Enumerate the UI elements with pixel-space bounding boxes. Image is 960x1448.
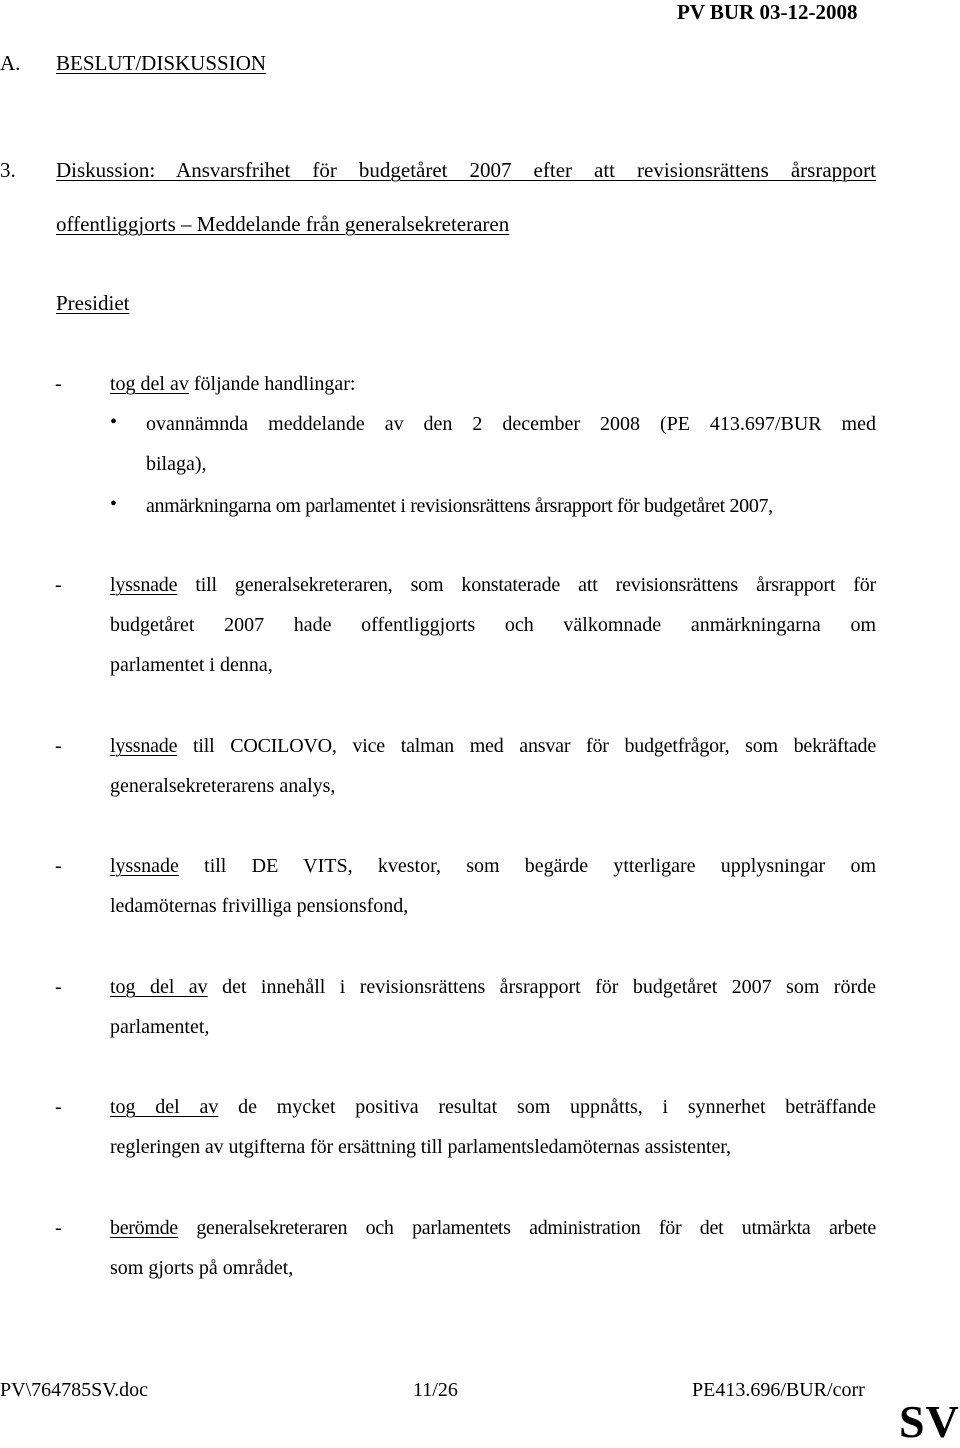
entry-line — [110, 371, 356, 397]
entry-text: till generalsekreteraren, som konstaterade att revisionsrättens årsrapport för — [177, 574, 876, 596]
footer-page-number: 11/26 — [413, 1379, 458, 1401]
dash-marker: - — [55, 373, 62, 395]
entry-text: det innehåll i revisionsrättens årsrapport för budgetåret 2007 som rörde — [207, 976, 877, 998]
entry-line: parlamentet, — [110, 1016, 210, 1038]
entry-text: till COCILOVO, vice talman med ansvar för budgetfrågor, som bekräftade — [177, 735, 876, 757]
item-title-line-1: Diskussion: Ansvarsfrihet för budgetåret 2007 efter att revisionsrättens årsrapport — [56, 158, 876, 182]
entry-verb: tog del av — [110, 976, 208, 998]
entry-line: generalsekreterarens analys, — [110, 775, 336, 797]
section-letter: A. — [0, 51, 21, 75]
entry-verb: tog del av — [110, 1096, 219, 1118]
footer-language-code: SV — [899, 1396, 960, 1447]
item-title-line-2: offentliggjorts – Meddelande från generalsekreteraren — [56, 212, 510, 236]
footer-document-reference: PE413.696/BUR/corr — [692, 1379, 865, 1401]
entry-line — [110, 733, 876, 759]
entry-line — [110, 853, 876, 879]
bullet-marker: • — [110, 411, 118, 433]
entry-verb: lyssnade — [110, 735, 178, 757]
item-number: 3. — [0, 158, 16, 182]
entry-verb: lyssnade — [110, 574, 178, 596]
dash-marker: - — [55, 574, 62, 596]
entry-text: de mycket positiva resultat som uppnåtts, i synnerhet beträffande — [218, 1096, 876, 1118]
document-reference-header: PV BUR 03-12-2008 — [677, 0, 858, 24]
bullet-marker: • — [110, 493, 118, 515]
entry-line — [110, 1094, 876, 1120]
entry-line: parlamentet i denna, — [110, 654, 273, 676]
entry-line — [110, 572, 876, 598]
section-title: BESLUT/DISKUSSION — [56, 51, 267, 75]
dash-marker: - — [55, 976, 62, 998]
dash-marker: - — [55, 1096, 62, 1118]
dash-marker: - — [55, 1217, 62, 1239]
document-item-2-line-1: anmärkningarna om parlamentet i revisionsrättens årsrapport för budgetåret 2007, — [146, 495, 773, 517]
actor-presidiet: Presidiet — [56, 291, 130, 315]
entry-line: regleringen av utgifterna för ersättning till parlamentsledamöternas assistenter, — [110, 1136, 731, 1158]
entry-line — [110, 1215, 876, 1241]
document-item-1-line-1: ovannämnda meddelande av den 2 december 2008 (PE 413.697/BUR med — [146, 413, 876, 435]
entry-text: följande handlingar: — [188, 373, 356, 395]
document-item-1-line-2: bilaga), — [146, 453, 207, 475]
footer-filename: PV\764785SV.doc — [0, 1379, 148, 1401]
entry-verb: tog del av — [110, 373, 189, 395]
entry-text: generalsekreteraren och parlamentets administration för det utmärkta arbete — [177, 1217, 876, 1239]
entry-verb: berömde — [110, 1217, 178, 1239]
dash-marker: - — [55, 855, 62, 877]
entry-line: som gjorts på området, — [110, 1257, 294, 1279]
entry-verb: lyssnade — [110, 855, 179, 877]
entry-line — [110, 974, 876, 1000]
dash-marker: - — [55, 735, 62, 757]
entry-line: ledamöternas frivilliga pensionsfond, — [110, 895, 409, 917]
entry-line: budgetåret 2007 hade offentliggjorts och välkomnade anmärkningarna om — [110, 614, 876, 636]
entry-text: till DE VITS, kvestor, som begärde ytterligare upplysningar om — [178, 855, 876, 877]
